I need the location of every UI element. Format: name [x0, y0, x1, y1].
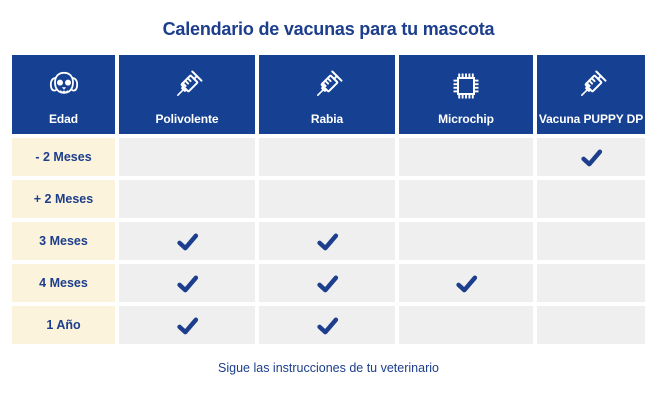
row-label: 3 Meses [12, 222, 115, 260]
check-icon [176, 272, 199, 295]
check-icon [176, 314, 199, 337]
row-label: + 2 Meses [12, 180, 115, 218]
table-cell-checked [259, 306, 395, 344]
table-cell-empty [537, 264, 645, 302]
check-icon [176, 230, 199, 253]
table-cell-checked [119, 222, 255, 260]
header-cell-edad [12, 55, 115, 134]
table-cell-empty [259, 180, 395, 218]
check-icon [455, 272, 478, 295]
header-cell-polivolente [119, 55, 255, 134]
column-header-label: Edad [49, 112, 78, 126]
header-cell-rabia [259, 55, 395, 134]
table-cell-checked [119, 264, 255, 302]
syringe-icon [167, 55, 207, 112]
syringe-icon [571, 55, 611, 112]
table-cell-checked [537, 138, 645, 176]
table-cell-empty [537, 180, 645, 218]
vaccine-table [12, 55, 645, 344]
microchip-icon [446, 55, 486, 112]
table-cell-empty [119, 180, 255, 218]
row-label: - 2 Meses [12, 138, 115, 176]
table-cell-empty [119, 138, 255, 176]
row-label: 4 Meses [12, 264, 115, 302]
table-cell-checked [259, 222, 395, 260]
table-cell-empty [399, 138, 533, 176]
column-header-label: Rabia [310, 112, 344, 126]
table-cell-checked [399, 264, 533, 302]
footer-note: Sigue las instrucciones de tu veterinario [218, 361, 439, 375]
table-cell-empty [259, 138, 395, 176]
check-icon [316, 272, 339, 295]
row-label: 1 Año [12, 306, 115, 344]
column-header-label: Vacuna PUPPY DP [538, 112, 644, 126]
table-cell-empty [399, 222, 533, 260]
page-title: Calendario de vacunas para tu mascota [162, 19, 495, 39]
table-cell-empty [399, 180, 533, 218]
table-cell-checked [259, 264, 395, 302]
header-cell-microchip [399, 55, 533, 134]
syringe-icon [307, 55, 347, 112]
check-icon [316, 314, 339, 337]
column-header-label: Microchip [438, 112, 494, 126]
column-header-label: Polivolente [155, 112, 219, 126]
table-cell-empty [537, 222, 645, 260]
check-icon [316, 230, 339, 253]
header-cell-vacuna-puppy-dp [537, 55, 645, 134]
table-cell-checked [119, 306, 255, 344]
table-cell-empty [399, 306, 533, 344]
check-icon [580, 146, 603, 169]
dog-icon [42, 55, 86, 112]
table-cell-empty [537, 306, 645, 344]
